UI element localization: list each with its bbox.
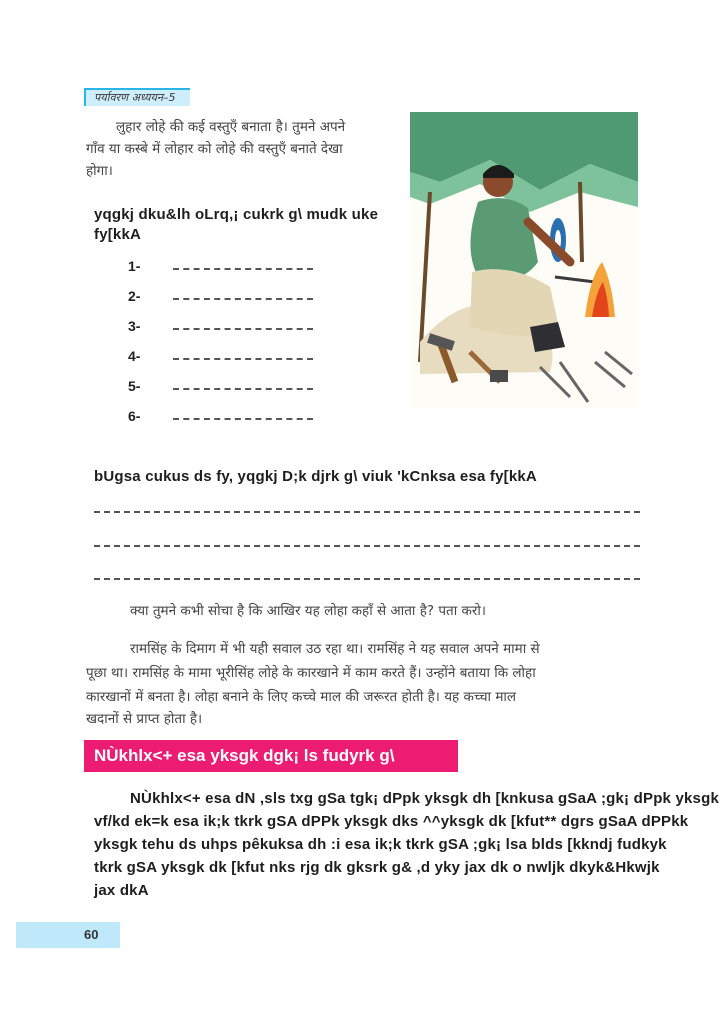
blank-number: 5- [128,378,141,394]
section-body-line-1: NÙkhlx<+ esa dN ,sls txg gSa tgk¡ dPpk yksgk dh [knkusa gSaA ;gk¡ dPpk yksgk [130,790,719,807]
answer-blank[interactable] [173,418,313,420]
page-number: 60 [16,922,120,948]
section-body-line-3: yksgk tehu ds uhps pêkuksa dh :i esa ik;k tkrk gSA ;gk¡ lsa blds [kkndj fudkyk [94,836,667,853]
intro-line-2: गाँव या कस्बे में लोहार को लोहे की वस्तुएँ बनाते देखा [86,141,343,157]
paragraph-2-line-3: कारखानों में बनता है। लोहा बनाने के लिए कच्चे माल की जरूरत होती है। यह कच्चा माल [86,689,517,705]
question-1-line-1: yqgkj dku&lh oLrq,¡ cukrk g\ mudk uke [94,206,379,223]
blacksmith-illustration [410,112,638,408]
answer-blank[interactable] [173,328,313,330]
answer-blank[interactable] [173,358,313,360]
blank-number: 3- [128,318,141,334]
answer-line[interactable] [94,511,640,513]
chapter-tag: पर्यावरण अध्ययन–5 [84,88,190,106]
blank-number: 6- [128,408,141,424]
intro-line-1: लुहार लोहे की कई वस्तुएँ बनाता है। तुमने अपने [116,119,346,135]
blank-number: 1- [128,258,141,274]
paragraph-1: क्या तुमने कभी सोचा है कि आखिर यह लोहा कहाँ से आता है? पता करो। [130,603,486,619]
question-2: bUgsa cukus ds fy, yqgkj D;k djrk g\ viuk 'kCnksa esa fy[kkA [94,468,537,485]
paragraph-2-line-1: रामसिंह के दिमाग में भी यही सवाल उठ रहा था। रामसिंह ने यह सवाल अपने मामा से [130,641,540,657]
section-body-line-4: tkrk gSA yksgk dk [kfut nks rjg dk gksrk g& ,d yky jax dk o nwljk dkyk&Hkwjk [94,859,660,876]
blank-number: 4- [128,348,141,364]
answer-blank[interactable] [173,298,313,300]
blank-row [128,258,328,278]
answer-line[interactable] [94,578,640,580]
paragraph-2-line-4: खदानों से प्राप्त होता है। [86,711,203,727]
blank-number: 2- [128,288,141,304]
paragraph-2-line-2: पूछा था। रामसिंह के मामा भूरीसिंह लोहे के कारखाने में काम करते हैं। उन्होंने बताया कि लोहा [86,665,536,681]
answer-line[interactable] [94,545,640,547]
section-body-line-2: vf/kd ek=k esa ik;k tkrk gSA dPPk yksgk dks ^^yksgk dk [kfut** dgrs gSaA dPPkk [94,813,689,830]
answer-blank[interactable] [173,388,313,390]
blank-row [128,378,328,398]
section-heading: NÙkhlx<+ esa yksgk dgk¡ ls fudyrk g\ [84,740,458,772]
blank-row [128,318,328,338]
answer-blank[interactable] [173,268,313,270]
section-body-line-5: jax dkA [94,882,149,899]
intro-line-3: होगा। [86,163,113,179]
blank-row [128,408,328,428]
question-1-line-2: fy[kkA [94,226,142,243]
blank-row [128,348,328,368]
blank-row [128,288,328,308]
